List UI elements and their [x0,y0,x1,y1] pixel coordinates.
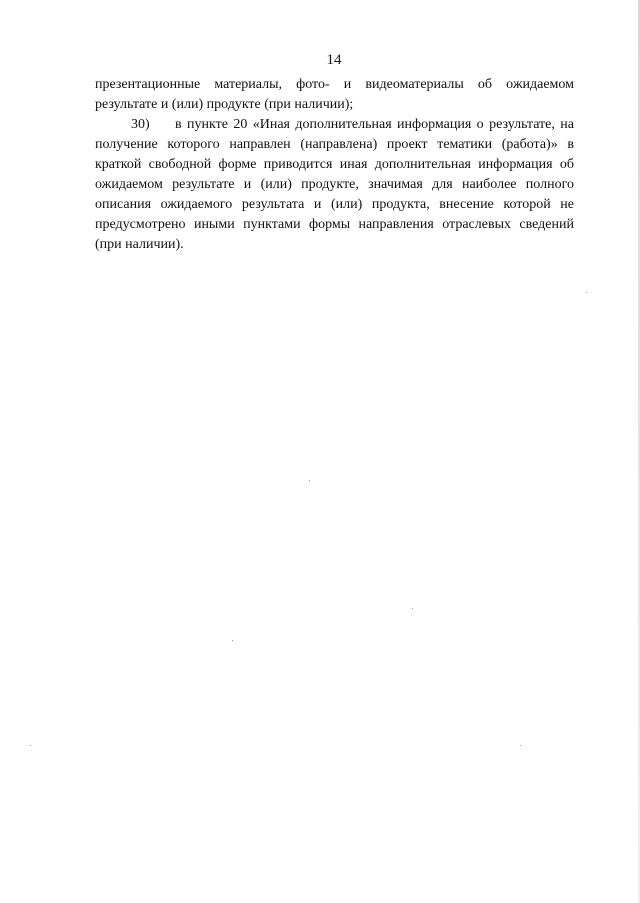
scan-speck [309,480,310,481]
document-body [95,75,574,255]
scan-speck [412,608,413,609]
paragraph-materials: презентационные материалы, фото- и видеоматериалы об ожидаемом результате и (или) продукте (при наличии); [95,77,574,112]
scan-speck [586,292,587,293]
item-number: 30) [131,117,150,132]
paragraph-item-30 [95,115,574,255]
item-30-text: в пункте 20 «Иная дополнительная информация о результате, на получение которого направлен (направлена) проект тематики (работа)» в краткой свободной форме приводится иная дополнительная информация об ожидаемом результате и (или) продукте, значимая для наиболее полного описания ожидаемого результата и (или) продукта, внесение которой не предусмотрено иными пунктами формы направления отраслевых сведений (при наличии). [95,117,574,252]
page-number: 14 [326,52,342,68]
scan-speck [30,745,31,746]
scan-speck [232,640,233,641]
scan-speck [520,745,521,746]
